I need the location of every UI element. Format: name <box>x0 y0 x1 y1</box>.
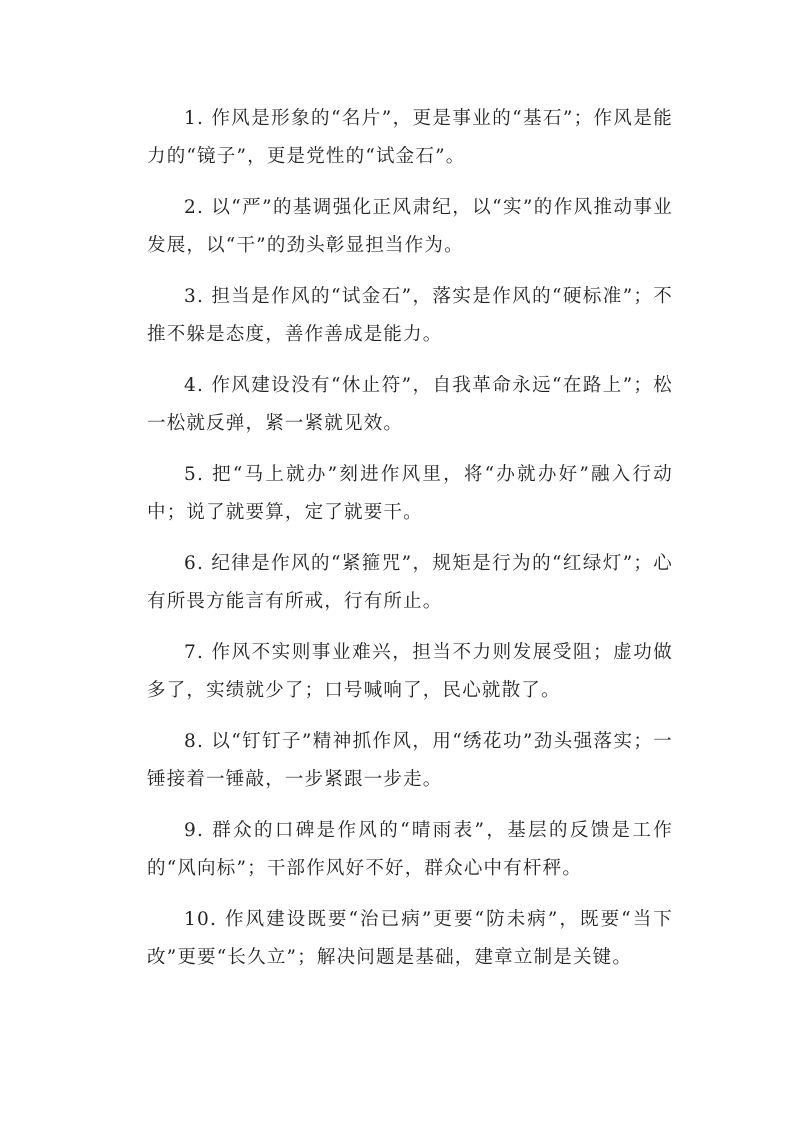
paragraph-6: 6. 纪律是作风的“紧箍咒”，规矩是行为的“红绿灯”；心有所畏方能言有所戒，行有所止。 <box>147 553 673 612</box>
paragraph-9: 9. 群众的口碑是作风的“晴雨表”，基层的反馈是工作的“风向标”；干部作风好不好，群众心中有杆秤。 <box>147 820 673 879</box>
paragraph-3: 3. 担当是作风的“试金石”，落实是作风的“硬标准”；不推不躲是态度，善作善成是能力。 <box>147 286 673 345</box>
paragraph-8: 8. 以“钉钉子”精神抓作风，用“绣花功”劲头强落实；一锤接着一锤敲，一步紧跟一步走。 <box>147 731 673 790</box>
paragraph-5: 5. 把“马上就办”刻进作风里，将“办就办好”融入行动中；说了就要算，定了就要干。 <box>147 464 673 523</box>
document-body <box>147 100 673 990</box>
paragraph-7: 7. 作风不实则事业难兴，担当不力则发展受阻；虚功做多了，实绩就少了；口号喊响了，民心就散了。 <box>147 642 673 701</box>
paragraph-2: 2. 以“严”的基调强化正风肃纪，以“实”的作风推动事业发展，以“干”的劲头彰显担当作为。 <box>147 197 673 256</box>
paragraph-1: 1. 作风是形象的“名片”，更是事业的“基石”；作风是能力的“镜子”，更是党性的“试金石”。 <box>147 108 673 167</box>
paragraph-10: 10. 作风建设既要“治已病”更要“防未病”，既要“当下改”更要“长久立”；解决问题是基础，建章立制是关键。 <box>147 909 673 968</box>
paragraph-4: 4. 作风建设没有“休止符”，自我革命永远“在路上”；松一松就反弹，紧一紧就见效。 <box>147 375 673 434</box>
